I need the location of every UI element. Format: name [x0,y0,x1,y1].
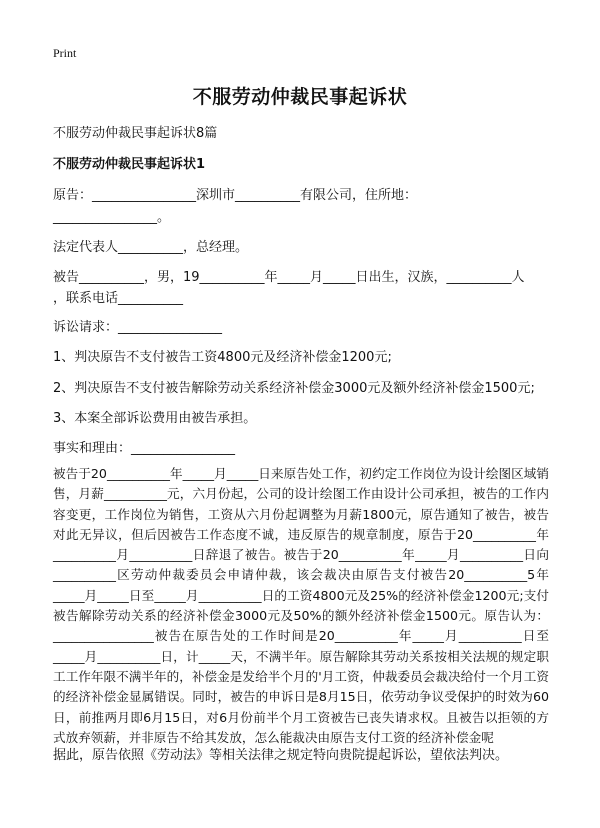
plaintiff-line-1: 原告：________________深圳市__________有限公司，住所地： [53,188,418,203]
defendant-line-1: 被告__________，男，19__________年_____月_____日出生，汉族，__________人 [53,270,525,285]
print-label: Print [53,46,77,60]
subtitle: 不服劳动仲裁民事起诉状8篇 [53,126,218,141]
facts-label: 事实和理由：________________ [53,441,236,456]
conclusion: 据此，原告依照《劳动法》等相关法律之规定特向贵院提起诉讼，望依法判决。 [53,748,509,763]
document-title: 不服劳动仲裁民事起诉状 [192,86,408,108]
legal-representative: 法定代表人__________，总经理。 [53,240,249,255]
plaintiff-line-2: ________________。 [53,210,171,225]
defendant-line-2: ，联系电话__________ [53,291,184,306]
section-heading: 不服劳动仲裁民事起诉状1 [53,157,206,172]
facts-body: 被告于20__________年_____月_____日来原告处工作，初约定工作岗位为设计绘图区域销售，月薪__________元，六月份起，公司的设计绘图工作由设计公司承担，被告的工作内容变更，工作岗位为销售，工资从六月份起调整为月薪1800元，原告通知了被告，被告对此无异议，但后因被告工作态度不诚，违反原告的规章制度，原告于20__________年__________月__________日辞退了被告。被告于20__________年_____月__________日向__________区劳动仲裁委员会申请仲裁，该会裁决由原告支付被告20__________5年_____月_____日至_____月__________日的工资4800元及25%的经济补偿金1200元;支付被告解除劳动关系的经济补偿金3000元及50%的额外经济补偿金1500元。原告认为：________________被告在原告处的工作时间是20__________年_____月__________日至_____月__________日，计_____天，不满半年。原告解除其劳动关系按相关法规的规定职工工作年限不满半年的，补偿金是发给半个月的'月工资，仲裁委员会裁决给付一个月工资的经济补偿金显属错误。同时，被告的申诉日是8月15日，依劳动争议受保护的时效为60日，前推两月即6月15日，对6月份前半个月工资被告已丧失请求权。且被告以拒领的方式放弃领薪，并非原告不给其发放，怎么能裁决由原告支付工资的经济补偿金呢 [53,466,549,745]
claim-3: 3、本案全部诉讼费用由被告承担。 [53,411,257,426]
claim-2: 2、判决原告不支付被告解除劳动关系经济补偿金3000元及额外经济补偿金1500元; [53,381,535,396]
claim-1: 1、判决原告不支付被告工资4800元及经济补偿金1200元; [53,350,392,365]
claims-label: 诉讼请求：________________ [53,320,223,335]
